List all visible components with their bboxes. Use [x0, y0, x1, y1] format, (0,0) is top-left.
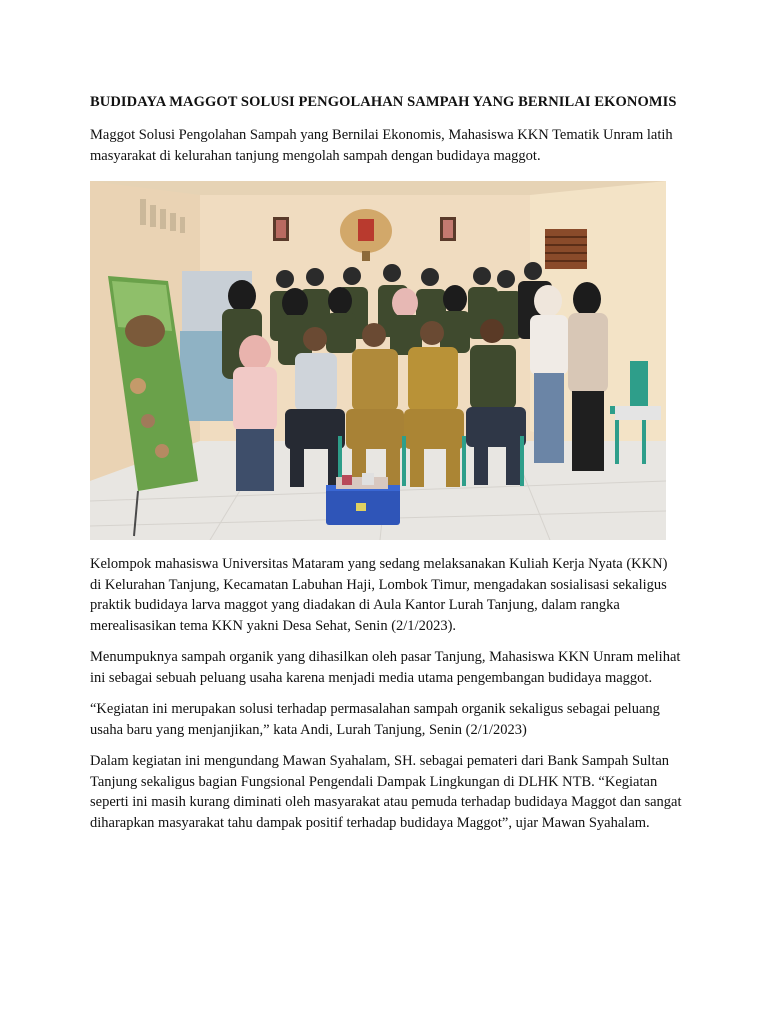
group-photo [90, 181, 666, 540]
article-paragraph-2: Menumpuknya sampah organik yang dihasilkan oleh pasar Tanjung, Mahasiswa KKN Unram melihat ini sebagai sebuah peluang usaha karena menjadi media utama pengembangan budidaya maggot. [90, 649, 681, 686]
document-page [90, 92, 682, 833]
article-paragraph-1: Kelompok mahasiswa Universitas Mataram yang sedang melaksanakan Kuliah Kerja Nyata (KKN) di Kelurahan Tanjung, Kecamatan Labuhan Haji, Lombok Timur, mengadakan sosialisasi sekaligus praktik budidaya larva maggot yang diadakan di Aula Kantor Lurah Tanjung, dalam rangka merealisasikan tema KKN yakni Desa Sehat, Senin (2/1/2023). [90, 556, 668, 634]
article-lead: Maggot Solusi Pengolahan Sampah yang Bernilai Ekonomis, Mahasiswa KKN Tematik Unram latih masyarakat di kelurahan tanjung mengolah sampah dengan budidaya maggot. [90, 127, 673, 164]
group-photo-illustration [90, 181, 666, 540]
article-paragraph-3: “Kegiatan ini merupakan solusi terhadap permasalahan sampah organik sekaligus sebagai peluang usaha baru yang menjanjikan,” kata Andi, Lurah Tanjung, Senin (2/1/2023) [90, 701, 660, 738]
article-title: BUDIDAYA MAGGOT SOLUSI PENGOLAHAN SAMPAH YANG BERNILAI EKONOMIS [90, 94, 677, 110]
article-paragraph-4: Dalam kegiatan ini mengundang Mawan Syahalam, SH. sebagai pemateri dari Bank Sampah Sultan Tanjung sekaligus bagian Fungsional Pengendali Dampak Lingkungan di DLHK NTB. “Kegiatan seperti ini masih kurang diminati oleh masyarakat atau pemuda terhadap budidaya Maggot dan sangat diharapkan masyarakat tahu dampak positif terhadap budidaya Maggot”, ujar Mawan Syahalam. [90, 753, 682, 831]
